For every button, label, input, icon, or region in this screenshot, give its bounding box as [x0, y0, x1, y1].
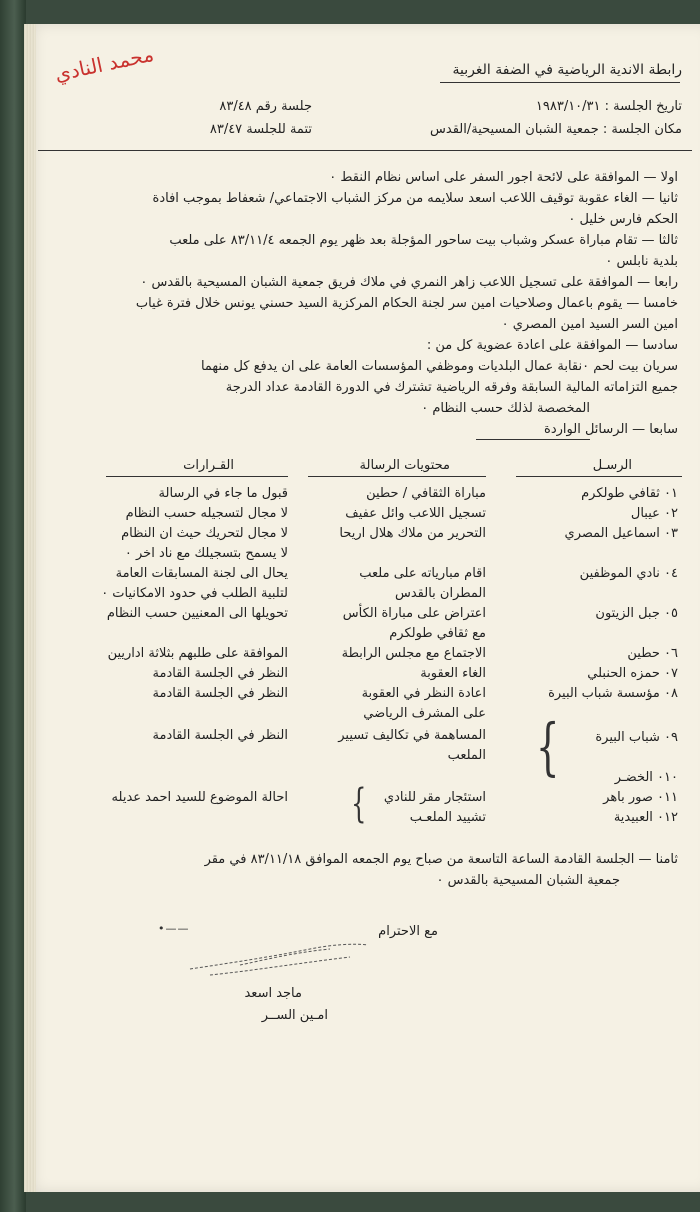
content-row: الاجتماع مع مجلس الرابطة — [341, 646, 486, 661]
sender-row: ٠٢ عيبال — [630, 506, 678, 521]
header-divider — [38, 150, 692, 151]
session-place: مكان الجلسة : جمعية الشبان المسيحية/القدس — [430, 122, 682, 137]
signer-name: ماجد اسعد — [244, 986, 302, 1001]
header-decisions: القـرارات — [183, 458, 234, 473]
content-row: اعادة النظر في العقوبة — [361, 686, 486, 701]
ink-mark: •—— — [158, 922, 190, 935]
sender-row: ٠٨ مؤسسة شباب البيرة — [548, 686, 678, 701]
seventh-underline — [476, 439, 590, 440]
organization-title: رابطة الاندية الرياضية في الضفة الغربية — [452, 62, 682, 78]
item-second-cont: الحكم فارس خليل ٠ — [568, 212, 678, 227]
contents-brace: { — [351, 781, 367, 827]
content-row: تشييد الملعـب — [409, 810, 486, 825]
item-fifth-cont: امين السر السيد امين المصري ٠ — [501, 317, 678, 332]
sender-row: ٠٩ شباب البيرة — [595, 730, 678, 745]
decision-row: النظر في الجلسة القادمة — [152, 666, 288, 681]
title-underline — [440, 82, 680, 83]
sender-row: ٠٥ جبل الزيتون — [595, 606, 678, 621]
handwritten-margin-note: محمد النادي — [52, 41, 156, 87]
decision-row: قبول ما جاء في الرسالة — [158, 486, 288, 501]
decision-row: النظر في الجلسة القادمة — [152, 728, 288, 743]
item-sixth-detail-3: المخصصة لذلك حسب النظام ٠ — [421, 401, 590, 416]
content-row: استئجار مقر للنادي — [383, 790, 486, 805]
decision-row: لا يسمح بتسجيلك مع ناد اخر ٠ — [124, 546, 288, 561]
item-sixth: سادسا — الموافقة على اعادة عضوية كل من : — [426, 338, 678, 353]
item-fifth: خامسا — يقوم باعمال وصلاحيات امين سر لجنة الحكام المركزية السيد حسني يونس خلال فترة غياب — [135, 296, 678, 311]
content-row: الغاء العقوبة — [420, 666, 486, 681]
decision-row: النظر في الجلسة القادمة — [152, 686, 288, 701]
decision-row: احالة الموضوع للسيد احمد عديله — [111, 790, 288, 805]
content-row: المساهمة في تكاليف تسيير — [338, 728, 486, 743]
session-continuation: تتمة للجلسة ٨٣/٤٧ — [209, 122, 312, 137]
content-row: اعتراض على مباراة الكأس — [342, 606, 486, 621]
content-row: التحرير من ملاك هلال اريحا — [339, 526, 486, 541]
page-edge — [24, 24, 36, 1192]
session-date: تاريخ الجلسة : ١٩٨٣/١٠/٣١ — [535, 99, 682, 114]
session-number: جلسة رقم ٨٣/٤٨ — [219, 99, 312, 114]
item-eighth-cont: جمعية الشبان المسيحية بالقدس ٠ — [436, 873, 620, 888]
item-first: اولا — الموافقة على لائحة اجور السفر على اساس نظام النقط ٠ — [329, 170, 678, 185]
content-row: على المشرف الرياضي — [363, 706, 486, 721]
decision-row: لتلبية الطلب في حدود الامكانيات ٠ — [101, 586, 288, 601]
closing-greeting: مع الاحترام — [378, 924, 438, 939]
sender-row: ٠٣ اسماعيل المصري — [564, 526, 678, 541]
rows-brace: { — [535, 710, 560, 783]
header-contents: محتويات الرسالة — [359, 458, 450, 473]
sender-row: ٠١٢ العبيدية — [613, 810, 678, 825]
senders-header-rule — [516, 476, 682, 477]
content-row: مباراة الثقافي / حطين — [366, 486, 486, 501]
book-binding — [0, 0, 26, 1212]
header-senders: الرسـل — [592, 458, 632, 473]
content-row: الملعب — [447, 748, 486, 763]
sender-row: ٠٤ نادي الموظفين — [579, 566, 678, 581]
item-third: ثالثا — تقام مباراة عسكر وشباب بيت ساحور المؤجلة بعد ظهر يوم الجمعه ٨٣/١١/٤ على ملعب — [169, 233, 678, 248]
decision-row: تحويلها الى المعنيين حسب النظام — [106, 606, 288, 621]
item-third-cont: بلدية نابلس ٠ — [605, 254, 678, 269]
item-sixth-detail-2: جميع التزاماته المالية السابقة وفرقه الرياضية تشترك في الدورة القادمة عداد الدرجة — [225, 380, 678, 395]
sender-row: ٠١ ثقافي طولكرم — [581, 486, 678, 501]
decision-row: لا مجال لتسجيله حسب النظام — [125, 506, 288, 521]
item-seventh: سابعا — الرسائل الواردة — [544, 422, 678, 437]
decision-row: يحال الى لجنة المسابقات العامة — [115, 566, 288, 581]
content-row: تسجيل اللاعب وائل عفيف — [345, 506, 486, 521]
content-row: مع ثقافي طولكرم — [389, 626, 486, 641]
sender-row: ٠١٠ الخضـر — [614, 770, 678, 785]
content-row: المطران بالقدس — [394, 586, 486, 601]
decision-row: الموافقة على طلبهم بثلاثة اداريين — [107, 646, 288, 661]
contents-header-rule — [308, 476, 486, 477]
signer-title: امـين الســر — [261, 1008, 328, 1023]
item-fourth: رابعا — الموافقة على تسجيل اللاعب زاهر النمري في ملاك فريق جمعية الشبان المسيحية بالقدس ٠ — [140, 275, 678, 290]
content-row: اقام مبارياته على ملعب — [359, 566, 486, 581]
signature-scribble — [180, 935, 380, 985]
item-sixth-detail-1: سريان بيت لحم ٠نقابة عمال البلديات وموظفي المؤسسات العامة على ان يدفع كل منهما — [200, 359, 678, 374]
item-eighth: ثامنا — الجلسة القادمة الساعة التاسعة من صباح يوم الجمعه الموافق ٨٣/١١/١٨ في مقر — [204, 852, 678, 867]
sender-row: ٠٧ حمزه الحنبلي — [587, 666, 678, 681]
item-second: ثانيا — الغاء عقوبة توقيف اللاعب اسعد سلايمه من مركز الشباب الاجتماعي/ شعفاط بموجب افادة — [152, 191, 678, 206]
decisions-header-rule — [106, 476, 288, 477]
sender-row: ٠١١ صور باهر — [603, 790, 678, 805]
decision-row: لا مجال لتحريك حيث ان النظام — [121, 526, 288, 541]
sender-row: ٠٦ حطين — [627, 646, 678, 661]
